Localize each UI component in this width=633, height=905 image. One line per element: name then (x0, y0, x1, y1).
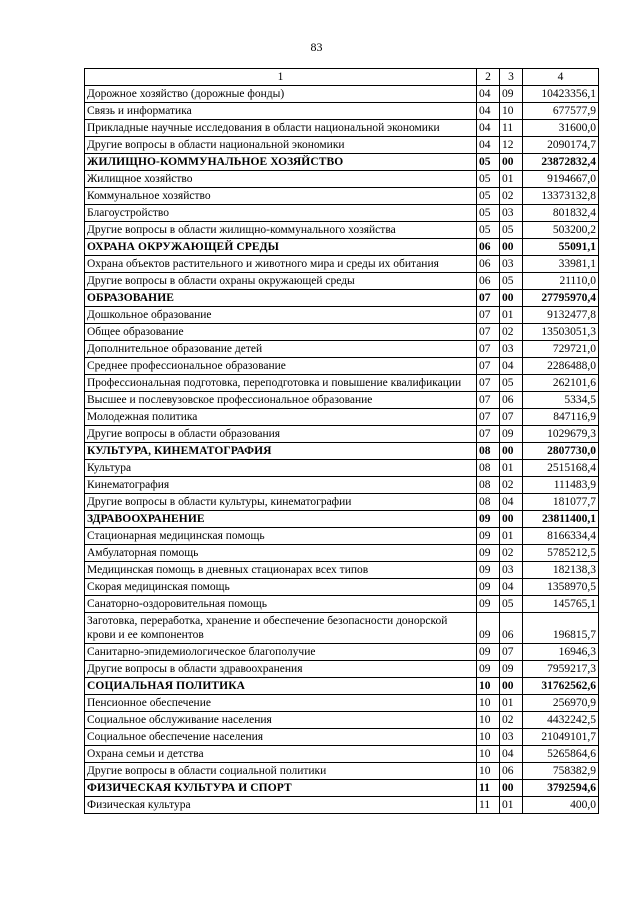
subsection-code-cell: 06 (500, 392, 523, 409)
section-row (85, 780, 599, 797)
amount-cell: 111483,9 (523, 477, 599, 494)
name-cell: СОЦИАЛЬНАЯ ПОЛИТИКА (85, 678, 477, 695)
section-code-cell: 10 (477, 712, 500, 729)
header-cell-name: 1 (85, 69, 477, 86)
table-row (85, 426, 599, 443)
subsection-code-cell: 00 (500, 678, 523, 695)
table-row (85, 171, 599, 188)
table-header-row (85, 69, 599, 86)
amount-cell: 33981,1 (523, 256, 599, 273)
header-cell-subsection: 3 (500, 69, 523, 86)
subsection-code-cell: 00 (500, 239, 523, 256)
table-row (85, 528, 599, 545)
subsection-code-cell: 06 (500, 613, 523, 644)
subsection-code-cell: 01 (500, 695, 523, 712)
table-row (85, 307, 599, 324)
subsection-code-cell: 02 (500, 188, 523, 205)
subsection-code-cell: 01 (500, 307, 523, 324)
subsection-code-cell: 09 (500, 86, 523, 103)
section-code-cell: 09 (477, 661, 500, 678)
section-row (85, 511, 599, 528)
name-cell: Социальное обслуживание населения (85, 712, 477, 729)
table-row (85, 460, 599, 477)
subsection-code-cell: 04 (500, 358, 523, 375)
section-row (85, 290, 599, 307)
amount-cell: 16946,3 (523, 644, 599, 661)
table-row (85, 409, 599, 426)
name-cell: Другие вопросы в области социальной политики (85, 763, 477, 780)
subsection-code-cell: 02 (500, 324, 523, 341)
amount-cell: 23811400,1 (523, 511, 599, 528)
table-row (85, 341, 599, 358)
subsection-code-cell: 07 (500, 644, 523, 661)
name-cell: Другие вопросы в области образования (85, 426, 477, 443)
subsection-code-cell: 01 (500, 797, 523, 814)
amount-cell: 400,0 (523, 797, 599, 814)
section-code-cell: 09 (477, 644, 500, 661)
table-row (85, 273, 599, 290)
name-cell: Молодежная политика (85, 409, 477, 426)
amount-cell: 2090174,7 (523, 137, 599, 154)
section-code-cell: 05 (477, 171, 500, 188)
section-code-cell: 07 (477, 324, 500, 341)
amount-cell: 196815,7 (523, 613, 599, 644)
table-row (85, 103, 599, 120)
table-row (85, 375, 599, 392)
table-row (85, 695, 599, 712)
section-code-cell: 10 (477, 678, 500, 695)
section-code-cell: 11 (477, 780, 500, 797)
amount-cell: 21110,0 (523, 273, 599, 290)
subsection-code-cell: 05 (500, 273, 523, 290)
table-row (85, 712, 599, 729)
subsection-code-cell: 04 (500, 579, 523, 596)
name-cell: Физическая культура (85, 797, 477, 814)
amount-cell: 2807730,0 (523, 443, 599, 460)
subsection-code-cell: 00 (500, 780, 523, 797)
name-cell: Стационарная медицинская помощь (85, 528, 477, 545)
section-code-cell: 09 (477, 562, 500, 579)
amount-cell: 677577,9 (523, 103, 599, 120)
name-cell: Другие вопросы в области здравоохранения (85, 661, 477, 678)
table-row (85, 545, 599, 562)
section-code-cell: 04 (477, 86, 500, 103)
table-row (85, 797, 599, 814)
table-row (85, 494, 599, 511)
table-row (85, 86, 599, 103)
name-cell: Кинематография (85, 477, 477, 494)
section-code-cell: 11 (477, 797, 500, 814)
name-cell: Заготовка, переработка, хранение и обеспечение безопасности донорской крови и ее компонентов (85, 613, 477, 644)
name-cell: ФИЗИЧЕСКАЯ КУЛЬТУРА И СПОРТ (85, 780, 477, 797)
header-cell-section: 2 (477, 69, 500, 86)
amount-cell: 5785212,5 (523, 545, 599, 562)
amount-cell: 2286488,0 (523, 358, 599, 375)
section-row (85, 239, 599, 256)
amount-cell: 9194667,0 (523, 171, 599, 188)
section-code-cell: 07 (477, 307, 500, 324)
section-code-cell: 04 (477, 103, 500, 120)
amount-cell: 1358970,5 (523, 579, 599, 596)
section-code-cell: 06 (477, 256, 500, 273)
section-code-cell: 10 (477, 763, 500, 780)
amount-cell: 23872832,4 (523, 154, 599, 171)
subsection-code-cell: 05 (500, 596, 523, 613)
subsection-code-cell: 01 (500, 528, 523, 545)
section-code-cell: 07 (477, 375, 500, 392)
amount-cell: 13503051,3 (523, 324, 599, 341)
table-row (85, 746, 599, 763)
section-code-cell: 09 (477, 528, 500, 545)
name-cell: Коммунальное хозяйство (85, 188, 477, 205)
amount-cell: 31762562,6 (523, 678, 599, 695)
section-code-cell: 05 (477, 205, 500, 222)
name-cell: Другие вопросы в области жилищно-коммунального хозяйства (85, 222, 477, 239)
amount-cell: 5265864,6 (523, 746, 599, 763)
name-cell: Другие вопросы в области охраны окружающей среды (85, 273, 477, 290)
table-row (85, 562, 599, 579)
name-cell: КУЛЬТУРА, КИНЕМАТОГРАФИЯ (85, 443, 477, 460)
subsection-code-cell: 05 (500, 222, 523, 239)
subsection-code-cell: 11 (500, 120, 523, 137)
name-cell: Другие вопросы в области национальной экономики (85, 137, 477, 154)
section-code-cell: 09 (477, 511, 500, 528)
section-code-cell: 10 (477, 746, 500, 763)
section-code-cell: 09 (477, 596, 500, 613)
amount-cell: 181077,7 (523, 494, 599, 511)
name-cell: Связь и информатика (85, 103, 477, 120)
subsection-code-cell: 00 (500, 154, 523, 171)
subsection-code-cell: 01 (500, 171, 523, 188)
section-code-cell: 07 (477, 341, 500, 358)
name-cell: Дорожное хозяйство (дорожные фонды) (85, 86, 477, 103)
section-code-cell: 05 (477, 154, 500, 171)
section-code-cell: 05 (477, 188, 500, 205)
table-row (85, 222, 599, 239)
name-cell: Культура (85, 460, 477, 477)
amount-cell: 2515168,4 (523, 460, 599, 477)
section-code-cell: 08 (477, 443, 500, 460)
name-cell: Среднее профессиональное образование (85, 358, 477, 375)
table-row (85, 392, 599, 409)
section-code-cell: 10 (477, 695, 500, 712)
table-row (85, 579, 599, 596)
name-cell: Другие вопросы в области культуры, кинематографии (85, 494, 477, 511)
name-cell: ЗДРАВООХРАНЕНИЕ (85, 511, 477, 528)
section-code-cell: 06 (477, 239, 500, 256)
subsection-code-cell: 09 (500, 661, 523, 678)
table-row (85, 205, 599, 222)
name-cell: Охрана объектов растительного и животного мира и среды их обитания (85, 256, 477, 273)
amount-cell: 8166334,4 (523, 528, 599, 545)
subsection-code-cell: 12 (500, 137, 523, 154)
amount-cell: 55091,1 (523, 239, 599, 256)
page-number: 83 (310, 40, 323, 54)
section-code-cell: 07 (477, 290, 500, 307)
amount-cell: 3792594,6 (523, 780, 599, 797)
name-cell: Санаторно-оздоровительная помощь (85, 596, 477, 613)
section-code-cell: 06 (477, 273, 500, 290)
section-code-cell: 09 (477, 579, 500, 596)
name-cell: ЖИЛИЩНО-КОММУНАЛЬНОЕ ХОЗЯЙСТВО (85, 154, 477, 171)
table-row (85, 358, 599, 375)
amount-cell: 9132477,8 (523, 307, 599, 324)
amount-cell: 729721,0 (523, 341, 599, 358)
budget-table (84, 68, 599, 814)
table-row (85, 661, 599, 678)
subsection-code-cell: 05 (500, 375, 523, 392)
name-cell: Скорая медицинская помощь (85, 579, 477, 596)
header-cell-amount: 4 (523, 69, 599, 86)
section-code-cell: 07 (477, 426, 500, 443)
table-row (85, 644, 599, 661)
name-cell: Жилищное хозяйство (85, 171, 477, 188)
table-row (85, 596, 599, 613)
subsection-code-cell: 02 (500, 545, 523, 562)
amount-cell: 5334,5 (523, 392, 599, 409)
section-code-cell: 09 (477, 613, 500, 644)
section-code-cell: 09 (477, 545, 500, 562)
section-code-cell: 07 (477, 358, 500, 375)
amount-cell: 758382,9 (523, 763, 599, 780)
section-row (85, 154, 599, 171)
table-row (85, 324, 599, 341)
amount-cell: 10423356,1 (523, 86, 599, 103)
section-code-cell: 07 (477, 392, 500, 409)
amount-cell: 182138,3 (523, 562, 599, 579)
subsection-code-cell: 00 (500, 443, 523, 460)
subsection-code-cell: 01 (500, 460, 523, 477)
section-row (85, 443, 599, 460)
amount-cell: 13373132,8 (523, 188, 599, 205)
subsection-code-cell: 03 (500, 205, 523, 222)
section-code-cell: 08 (477, 460, 500, 477)
name-cell: Высшее и послевузовское профессиональное образование (85, 392, 477, 409)
name-cell: Медицинская помощь в дневных стационарах всех типов (85, 562, 477, 579)
table-row (85, 120, 599, 137)
table-row (85, 729, 599, 746)
name-cell: Профессиональная подготовка, переподготовка и повышение квалификации (85, 375, 477, 392)
name-cell: Общее образование (85, 324, 477, 341)
amount-cell: 4432242,5 (523, 712, 599, 729)
table-row (85, 763, 599, 780)
name-cell: Санитарно-эпидемиологическое благополучие (85, 644, 477, 661)
subsection-code-cell: 07 (500, 409, 523, 426)
section-code-cell: 04 (477, 137, 500, 154)
subsection-code-cell: 03 (500, 562, 523, 579)
amount-cell: 262101,6 (523, 375, 599, 392)
subsection-code-cell: 00 (500, 511, 523, 528)
table-row (85, 613, 599, 644)
table-row (85, 188, 599, 205)
name-cell: Социальное обеспечение населения (85, 729, 477, 746)
subsection-code-cell: 10 (500, 103, 523, 120)
subsection-code-cell: 04 (500, 746, 523, 763)
amount-cell: 27795970,4 (523, 290, 599, 307)
subsection-code-cell: 03 (500, 256, 523, 273)
subsection-code-cell: 00 (500, 290, 523, 307)
name-cell: Амбулаторная помощь (85, 545, 477, 562)
section-code-cell: 08 (477, 477, 500, 494)
name-cell: ОБРАЗОВАНИЕ (85, 290, 477, 307)
subsection-code-cell: 04 (500, 494, 523, 511)
amount-cell: 847116,9 (523, 409, 599, 426)
amount-cell: 256970,9 (523, 695, 599, 712)
name-cell: ОХРАНА ОКРУЖАЮЩЕЙ СРЕДЫ (85, 239, 477, 256)
table-row (85, 137, 599, 154)
amount-cell: 801832,4 (523, 205, 599, 222)
name-cell: Прикладные научные исследования в области национальной экономики (85, 120, 477, 137)
section-row (85, 678, 599, 695)
amount-cell: 1029679,3 (523, 426, 599, 443)
name-cell: Дополнительное образование детей (85, 341, 477, 358)
subsection-code-cell: 02 (500, 712, 523, 729)
table-row (85, 256, 599, 273)
amount-cell: 21049101,7 (523, 729, 599, 746)
amount-cell: 145765,1 (523, 596, 599, 613)
subsection-code-cell: 02 (500, 477, 523, 494)
subsection-code-cell: 03 (500, 341, 523, 358)
name-cell: Пенсионное обеспечение (85, 695, 477, 712)
subsection-code-cell: 06 (500, 763, 523, 780)
section-code-cell: 05 (477, 222, 500, 239)
subsection-code-cell: 09 (500, 426, 523, 443)
subsection-code-cell: 03 (500, 729, 523, 746)
name-cell: Охрана семьи и детства (85, 746, 477, 763)
name-cell: Дошкольное образование (85, 307, 477, 324)
section-code-cell: 10 (477, 729, 500, 746)
amount-cell: 7959217,3 (523, 661, 599, 678)
section-code-cell: 04 (477, 120, 500, 137)
amount-cell: 31600,0 (523, 120, 599, 137)
name-cell: Благоустройство (85, 205, 477, 222)
amount-cell: 503200,2 (523, 222, 599, 239)
table-row (85, 477, 599, 494)
section-code-cell: 08 (477, 494, 500, 511)
section-code-cell: 07 (477, 409, 500, 426)
